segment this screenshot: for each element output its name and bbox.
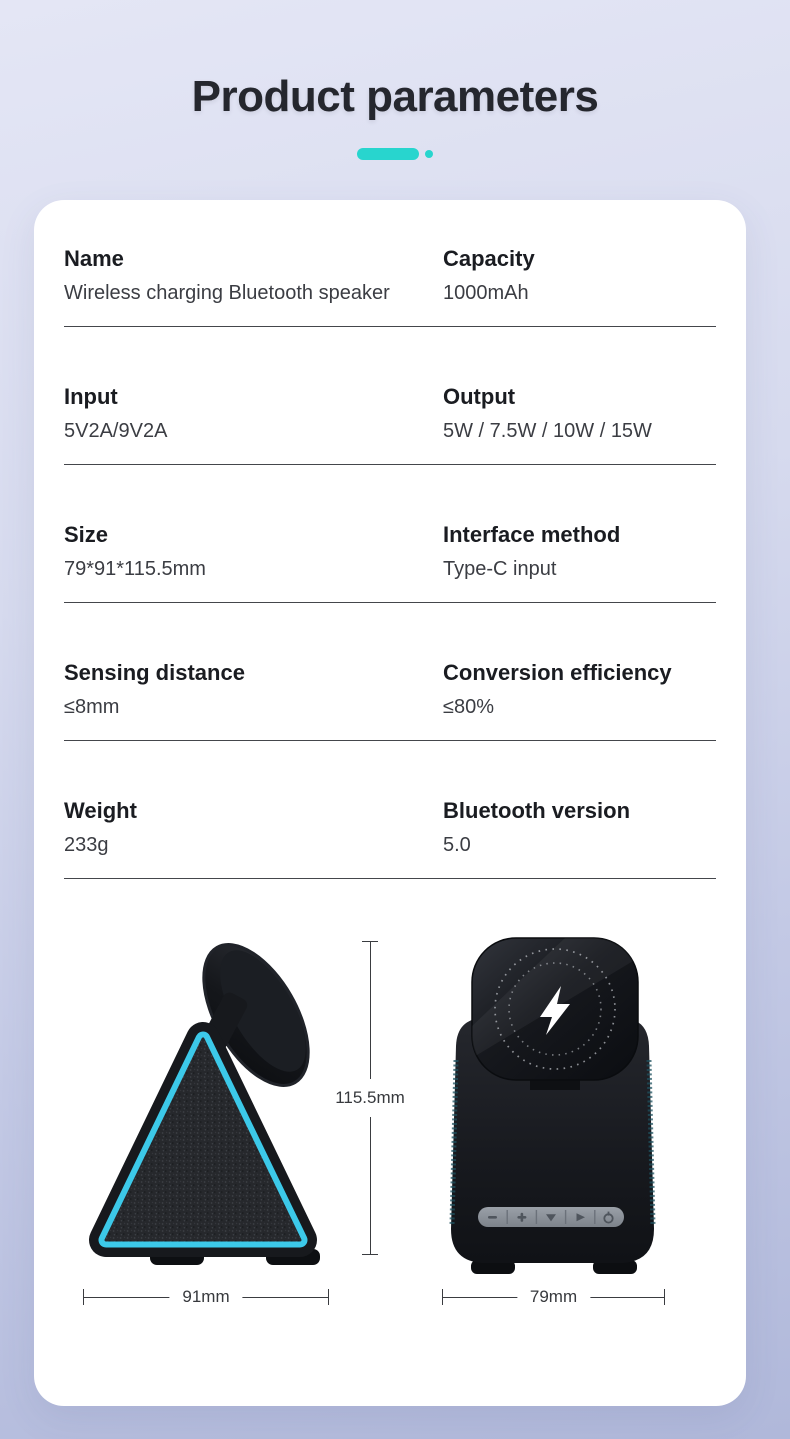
spec-row-name-capacity [64, 200, 716, 327]
spec-label: Capacity [443, 246, 535, 271]
spec-cell-input [64, 384, 443, 443]
spec-value: ≤80% [443, 696, 495, 718]
spec-value: ≤8mm [64, 696, 120, 718]
spec-cell-bluetooth-version [443, 798, 716, 857]
underline-dot [425, 150, 433, 158]
spec-cell-output [443, 384, 716, 443]
wireless-charging-pad [472, 938, 638, 1090]
spec-value: 5W / 7.5W / 10W / 15W [443, 420, 652, 442]
speaker-side-view-image [70, 935, 335, 1275]
spec-label: Weight [64, 798, 137, 823]
product-figure-area [34, 874, 746, 1406]
dimension-speaker-width [83, 1289, 329, 1305]
page-header [0, 0, 790, 160]
spec-label: Sensing distance [64, 660, 245, 685]
spec-card [34, 200, 746, 1406]
spec-label: Name [64, 246, 124, 271]
spec-label: Interface method [443, 522, 621, 547]
spec-cell-capacity [443, 246, 716, 305]
spec-cell-size [64, 522, 443, 581]
charging-stand-front-view-image [435, 930, 670, 1276]
underline-pill [357, 148, 419, 160]
dimension-stand-width-label: 79mm [517, 1286, 590, 1308]
spec-cell-interface-method [443, 522, 716, 581]
spec-row-weight-bluetooth [64, 741, 716, 879]
spec-value: Wireless charging Bluetooth speaker [64, 282, 390, 304]
dimension-height-label: 115.5mm [332, 1079, 408, 1117]
spec-cell-conversion-efficiency [443, 660, 716, 719]
dimension-height [335, 941, 405, 1255]
spec-cell-name [64, 246, 443, 305]
spec-cell-weight [64, 798, 443, 857]
spec-label: Bluetooth version [443, 798, 631, 823]
minus-icon [488, 1216, 497, 1219]
spec-row-input-output [64, 327, 716, 465]
dimension-stand-width [442, 1289, 665, 1305]
spec-value: 1000mAh [443, 282, 529, 304]
spec-value: Type-C input [443, 558, 557, 580]
page-title: Product parameters [191, 72, 599, 121]
spec-label: Conversion efficiency [443, 660, 672, 685]
spec-value: 5.0 [443, 834, 471, 856]
spec-value: 79*91*115.5mm [64, 558, 206, 580]
spec-label: Input [64, 384, 118, 409]
spec-value: 233g [64, 834, 109, 856]
spec-label: Output [443, 384, 516, 409]
spec-row-sensing-efficiency [64, 603, 716, 741]
dimension-speaker-width-label: 91mm [169, 1286, 242, 1308]
spec-value: 5V2A/9V2A [64, 420, 168, 442]
button-strip [478, 1207, 624, 1227]
spec-cell-sensing-distance [64, 660, 443, 719]
title-underline [0, 148, 790, 160]
spec-row-size-interface [64, 465, 716, 603]
spec-label: Size [64, 522, 109, 547]
